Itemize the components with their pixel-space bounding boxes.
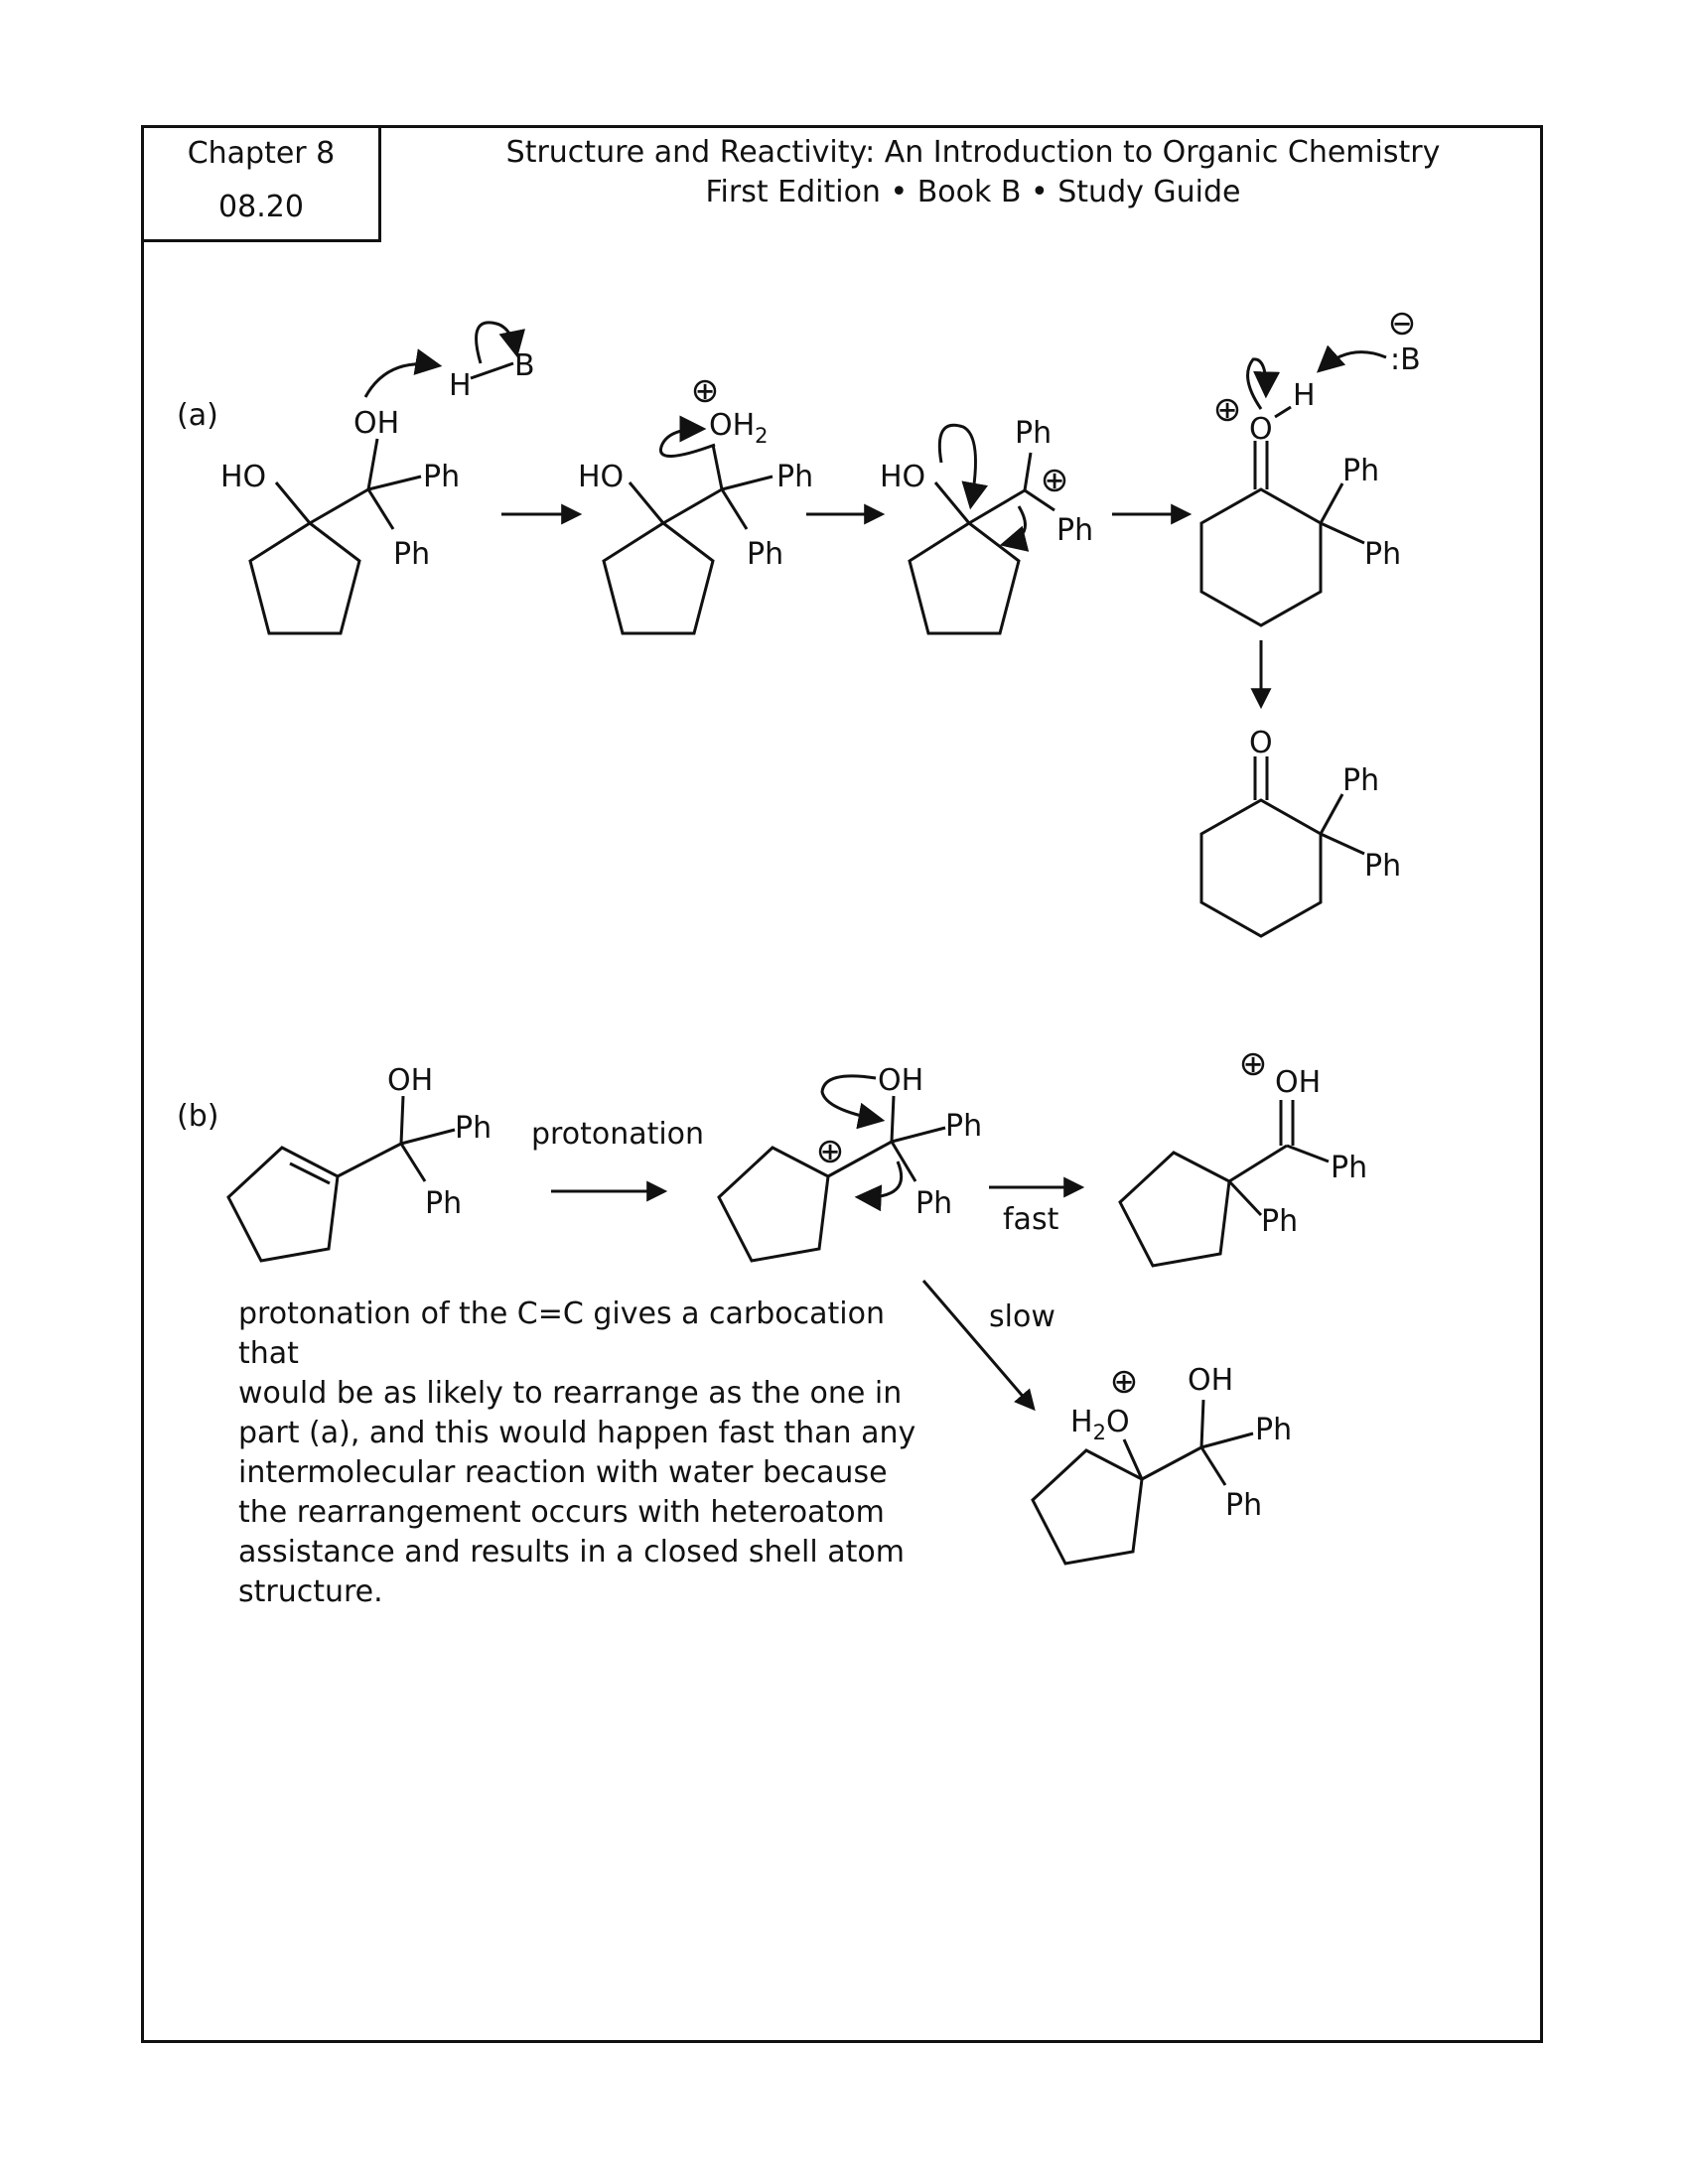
cyclopentane-ring [1120, 1153, 1229, 1266]
charge-plus: + [1113, 1368, 1135, 1396]
b-structure-1 [228, 1096, 455, 1261]
a5-ph-1: Ph [1342, 763, 1380, 798]
a1-ph-1: Ph [423, 460, 461, 494]
curved-arrow [1321, 352, 1386, 369]
b-structure-2 [719, 1096, 945, 1261]
curved-arrow [860, 1161, 902, 1197]
a4-o: O [1249, 412, 1273, 447]
charge-plus: + [1242, 1050, 1264, 1078]
charge-plus: + [819, 1138, 841, 1165]
a1-oh: OH [353, 406, 400, 441]
protonation-label: protonation [531, 1117, 705, 1152]
cyclopentane-ring [250, 523, 359, 633]
charge-plus: + [694, 377, 716, 405]
a3-ph-2: Ph [1056, 513, 1094, 548]
slow-label: slow [989, 1299, 1055, 1334]
a1-h: H [449, 368, 472, 403]
b4-oh: OH [1188, 1363, 1234, 1398]
b3-ph-1: Ph [1331, 1151, 1368, 1185]
cyclopentane-ring [604, 523, 713, 633]
b1-oh: OH [387, 1063, 434, 1098]
curved-arrow [660, 429, 715, 457]
a-structure-5 [1201, 756, 1364, 936]
curved-arrow [477, 323, 516, 363]
charge-minus: − [1391, 310, 1413, 338]
part-b-label: (b) [177, 1099, 219, 1134]
cyclopentane-ring [719, 1148, 828, 1261]
explanation-text: protonation of the C=C gives a carbocation that would be as likely to rearrange as the one in part (a), and this would happen fast than any intermolecular reaction with water because the rearrangement occurs with heteroatom assistance and results in a closed shell atom structure. [238, 1297, 916, 1609]
a4-ph-1: Ph [1342, 454, 1380, 488]
b4-ph-2: Ph [1225, 1488, 1263, 1523]
a3-ph-1: Ph [1015, 416, 1053, 451]
a1-ho: HO [220, 460, 267, 494]
a4-ph-2: Ph [1364, 537, 1402, 572]
b2-ph-2: Ph [915, 1186, 953, 1221]
b1-ph-1: Ph [455, 1111, 492, 1146]
a4-h: H [1293, 378, 1316, 413]
a2-ph-2: Ph [747, 537, 784, 572]
part-a-label: (a) [177, 398, 218, 433]
a-structure-1 [250, 439, 421, 633]
a1-ph-2: Ph [393, 537, 431, 572]
book-title: Structure and Reactivity: An Introduction to Organic Chemistry [505, 135, 1441, 170]
curved-arrow [365, 364, 437, 397]
b-structure-3 [1120, 1100, 1329, 1266]
a-structure-4 [1201, 441, 1364, 625]
curved-arrow [1248, 359, 1267, 409]
a1-b: B [514, 348, 535, 383]
b2-ph-1: Ph [945, 1109, 983, 1144]
charge-plus: + [1044, 467, 1065, 494]
curved-arrow [1005, 506, 1025, 544]
cyclohexane-ring [1201, 800, 1321, 936]
fast-label: fast [1003, 1202, 1059, 1237]
charge-plus: + [1216, 396, 1238, 424]
cyclopentene-ring [228, 1148, 338, 1261]
a5-o: O [1249, 726, 1273, 760]
b3-ph-2: Ph [1261, 1204, 1299, 1239]
a-structure-3 [910, 453, 1055, 633]
b4-h2o: $H_2O$ [1070, 1405, 1130, 1444]
b2-oh: OH [878, 1063, 924, 1098]
a4-base: :B [1390, 342, 1421, 377]
cyclohexane-ring [1201, 489, 1321, 625]
chapter-label: Chapter 8 [187, 136, 336, 171]
book-edition: First Edition • Book B • Study Guide [705, 175, 1241, 209]
a3-ho: HO [880, 460, 926, 494]
b4-ph-1: Ph [1255, 1413, 1293, 1447]
a5-ph-2: Ph [1364, 849, 1402, 884]
cyclopentane-ring [910, 523, 1019, 633]
b3-oh: OH [1275, 1065, 1322, 1100]
curved-arrow [822, 1076, 880, 1120]
b1-ph-2: Ph [425, 1186, 463, 1221]
a2-oh2: $OH_2$ [709, 408, 769, 448]
a2-ho: HO [578, 460, 625, 494]
problem-number: 08.20 [218, 190, 304, 224]
cyclopentane-ring [1033, 1450, 1142, 1564]
b-structure-4 [1033, 1400, 1253, 1564]
a2-ph-1: Ph [776, 460, 814, 494]
